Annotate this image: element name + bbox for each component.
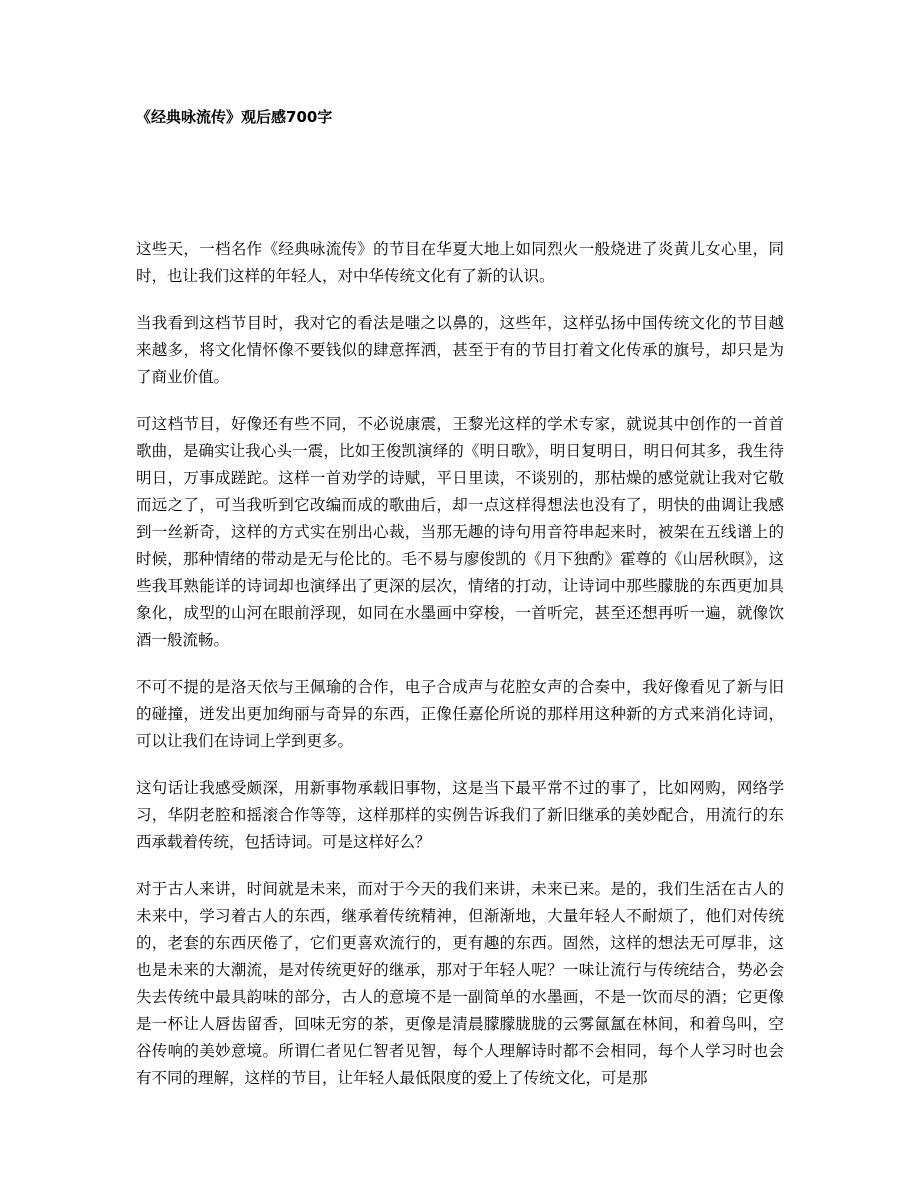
paragraph-5: 这句话让我感受颇深，用新事物承载旧事物，这是当下最平常不过的事了，比如网购，网络学习，华阴老腔和摇滚合作等等，这样那样的实例告诉我们了新旧继承的美妙配合，用流行的东西承载着传统，包括诗词。可是这样好么？ bbox=[136, 779, 784, 851]
paragraph-3: 可这档节目，好像还有些不同，不必说康震，王黎光这样的学术专家，就说其中创作的一首首歌曲，是确实让我心头一震，比如王俊凯演绎的《明日歌》，明日复明日，明日何其多，我生待明日，万事成蹉跎。这样一首劝学的诗赋，平日里读，不谈别的，那枯燥的感觉就让我对它敬而远之了，可当我听到它改编而成的歌曲后，却一点这样得想法也没有了，明快的曲调让我感到一丝新奇，这样的方式实在别出心裁，当那无趣的诗句用音符串起来时，被架在五线谱上的时候，那种情绪的带动是无与伦比的。毛不易与廖俊凯的《月下独酌》霍尊的《山居秋暝》，这些我耳熟能详的诗词却也演绎出了更深的层次，情绪的打动，让诗词中那些朦胧的东西更加具象化，成型的山河在眼前浮现，如同在水墨画中穿梭，一首听完，甚至还想再听一遍，就像饮酒一般流畅。 bbox=[136, 415, 784, 649]
document-title: 《经典咏流传》观后感700字 bbox=[136, 108, 333, 126]
paragraph-1: 这些天，一档名作《经典咏流传》的节目在华夏大地上如同烈火一般烧进了炎黄儿女心里，同时，也让我们这样的年轻人，对中华传统文化有了新的认识。 bbox=[136, 240, 784, 285]
paragraph-6: 对于古人来讲，时间就是未来，而对于今天的我们来讲，未来已来。是的，我们生活在古人的未来中，学习着古人的东西，继承着传统精神，但渐渐地，大量年轻人不耐烦了，他们对传统的，老套的东西厌倦了，它们更喜欢流行的，更有趣的东西。固然，这样的想法无可厚非，这也是未来的大潮流，是对传统更好的继承，那对于年轻人呢？一味让流行与传统结合，势必会失去传统中最具韵味的部分，古人的意境不是一副简单的水墨画，不是一饮而尽的酒；它更像是一杯让人唇齿留香，回味无穷的茶，更像是清晨朦朦胧胧的云雾氤氲在林间，和着鸟叫，空谷传响的美妙意境。所谓仁者见仁智者见智，每个人理解诗时都不会相同，每个人学习时也会有不同的理解，这样的节目，让年轻人最低限度的爱上了传统文化，可是那 bbox=[136, 880, 784, 1087]
paragraph-4: 不可不提的是洛天依与王佩瑜的合作，电子合成声与花腔女声的合奏中，我好像看见了新与旧的碰撞，迸发出更加绚丽与奇异的东西，正像任嘉伦所说的那样用这种新的方式来消化诗词，可以让我们在诗词上学到更多。 bbox=[136, 678, 784, 750]
paragraph-2: 当我看到这档节目时，我对它的看法是嗤之以鼻的，这些年，这样弘扬中国传统文化的节目越来越多，将文化情怀像不要钱似的肆意挥洒，甚至于有的节目打着文化传承的旗号，却只是为了商业价值。 bbox=[136, 314, 784, 386]
document-body bbox=[136, 236, 784, 1112]
